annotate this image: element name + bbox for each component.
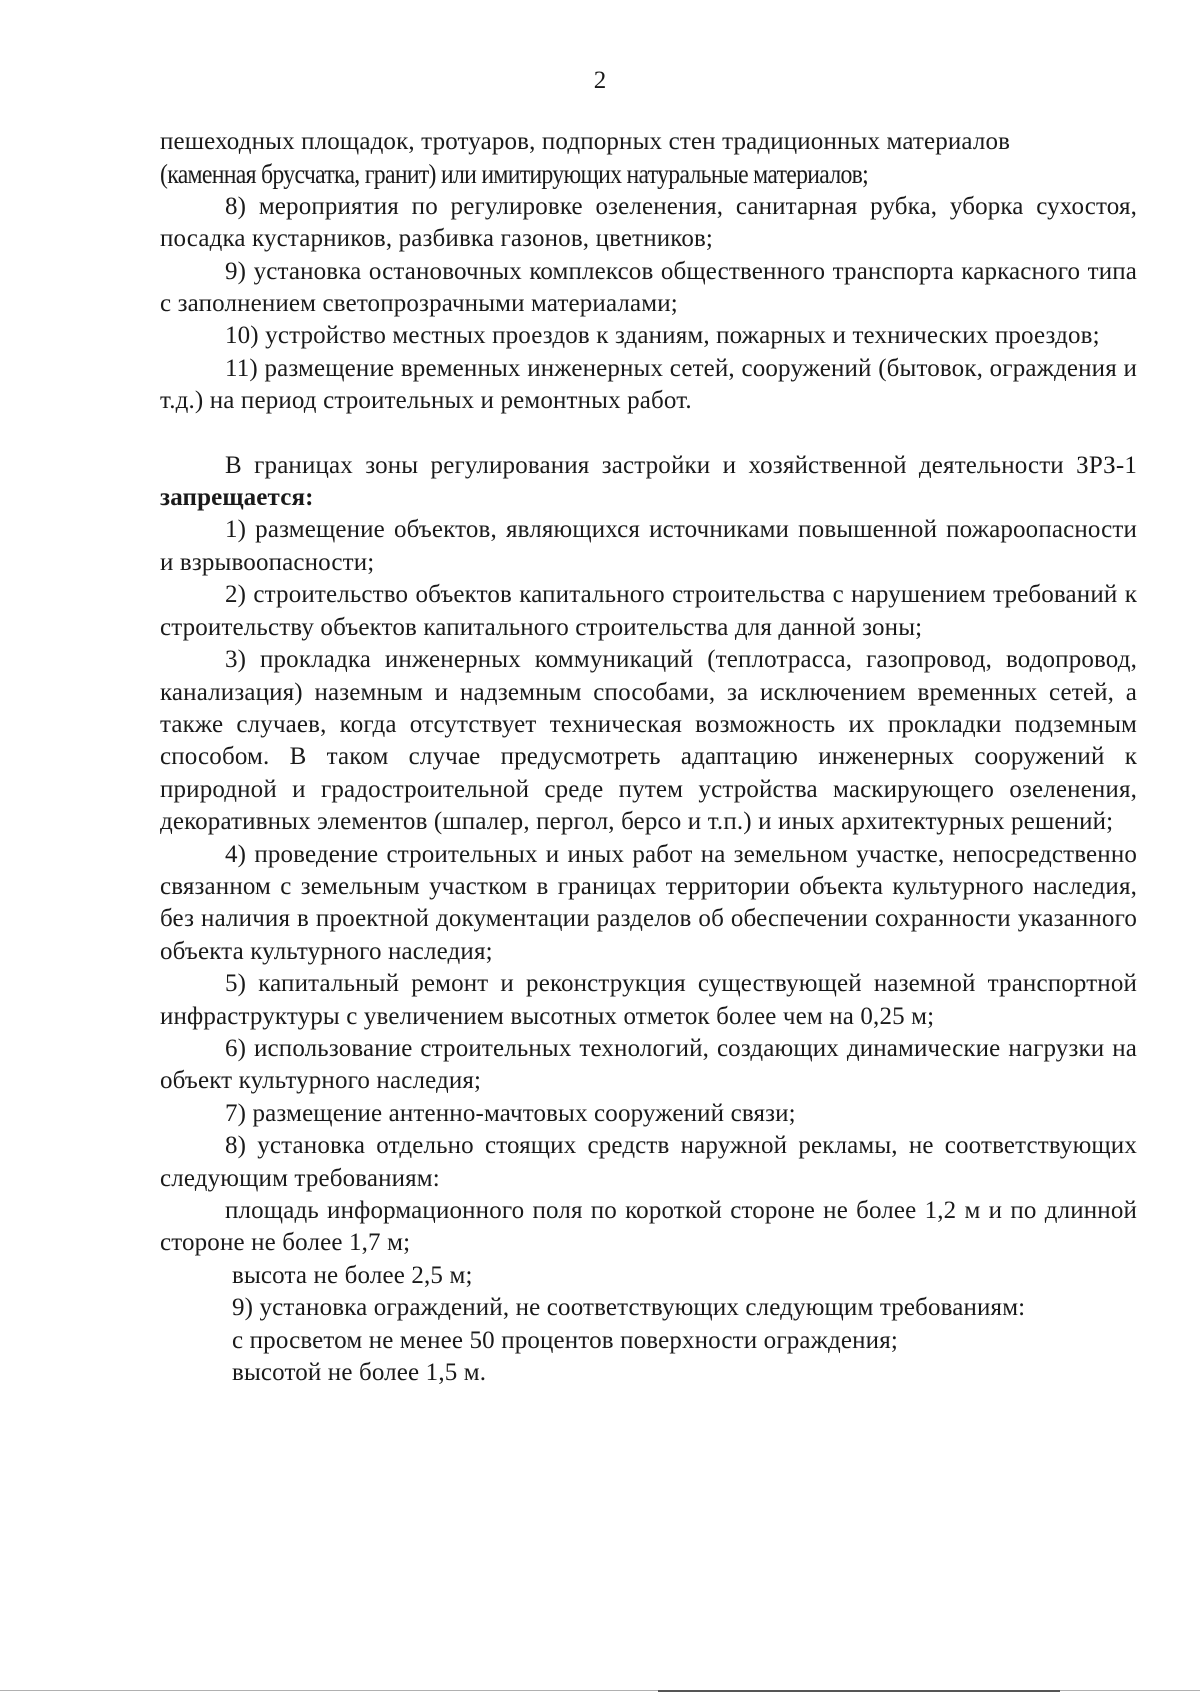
prohibited-item-7: 7) размещение антенно-мачтовых сооружений связи; (225, 1099, 796, 1127)
prohibited-item-8: 8) установка отдельно стоящих средств наружной рекламы, не соответствующих следующим требованиям: (160, 1132, 1137, 1192)
fence-requirement-gap: с просветом не менее 50 процентов поверхности ограждения; (232, 1326, 898, 1354)
permitted-item-8: 8) мероприятия по регулировке озеленения, санитарная рубка, уборка сухостоя, посадка кустарников, разбивка газонов, цветников; (160, 192, 1137, 253)
prohibition-intro-text: В границах зоны регулирования застройки и хозяйственной деятельности ЗРЗ-1 (225, 451, 1137, 479)
prohibited-item-4: 4) проведение строительных и иных работ на земельном участке, непосредственно связанном с земельным участком в границах территории объекта культурного наследия, без наличия в проектной документации разделов об обеспечении сохранности указанного объекта культурного наследия; (160, 840, 1137, 965)
continuation-line-1: пешеходных площадок, тротуаров, подпорных стен традиционных материалов (160, 128, 1011, 155)
prohibited-item-3: 3) прокладка инженерных коммуникаций (теплотрасса, газопровод, водопровод, канализация) наземным и надземным способами, за исключением временных сетей, а также случаев, когда отсутствует техническая возможность их прокладки подземным способом. В таком случае предусмотреть адаптацию инженерных сооружений к природной и градостроительной среде путем устройства маскирующего озеленения, декоративных элементов (шпалер, пергол, берсо и т.п.) и иных архитектурных решений; (160, 646, 1137, 836)
advertising-requirement-height: высота не более 2,5 м; (232, 1261, 473, 1289)
prohibited-item-6: 6) использование строительных технологий, создающих динамические нагрузки на объект культурного наследия; (160, 1034, 1137, 1095)
scan-edge-line-dark (658, 1690, 1060, 1692)
prohibited-item-2: 2) строительство объектов капитального строительства с нарушением требований к строительству объектов капитального строительства для данной зоны; (160, 581, 1137, 641)
permitted-item-10: 10) устройство местных проездов к зданиям, пожарных и технических проездов; (225, 322, 1100, 350)
continuation-line-2: (каменная брусчатка, гранит) или имитирующих натуральные материалов; (160, 159, 869, 190)
prohibited-item-1: 1) размещение объектов, являющихся источниками повышенной пожароопасности и взрывоопасности; (160, 516, 1137, 576)
prohibition-heading: запрещается: (160, 484, 314, 512)
document-body (160, 126, 1137, 1389)
fence-requirement-height: высотой не более 1,5 м. (232, 1359, 487, 1387)
page-number: 2 (593, 67, 607, 94)
prohibited-item-9: 9) установка ограждений, не соответствующих следующим требованиям: (232, 1294, 1026, 1322)
paragraph-gap (160, 418, 1137, 450)
advertising-requirement-area: площадь информационного поля по короткой стороне не более 1,2 м и по длинной стороне не более 1,7 м; (160, 1197, 1137, 1257)
prohibited-item-5: 5) капитальный ремонт и реконструкция существующей наземной транспортной инфраструктуры с увеличением высотных отметок более чем на 0,25 м; (160, 970, 1137, 1030)
permitted-item-9: 9) установка остановочных комплексов общественного транспорта каркасного типа с заполнением светопрозрачными материалами; (160, 257, 1137, 318)
permitted-item-11: 11) размещение временных инженерных сетей, сооружений (бытовок, ограждения и т.д.) на период строительных и ремонтных работ. (160, 354, 1137, 415)
prohibition-intro (160, 450, 1137, 515)
